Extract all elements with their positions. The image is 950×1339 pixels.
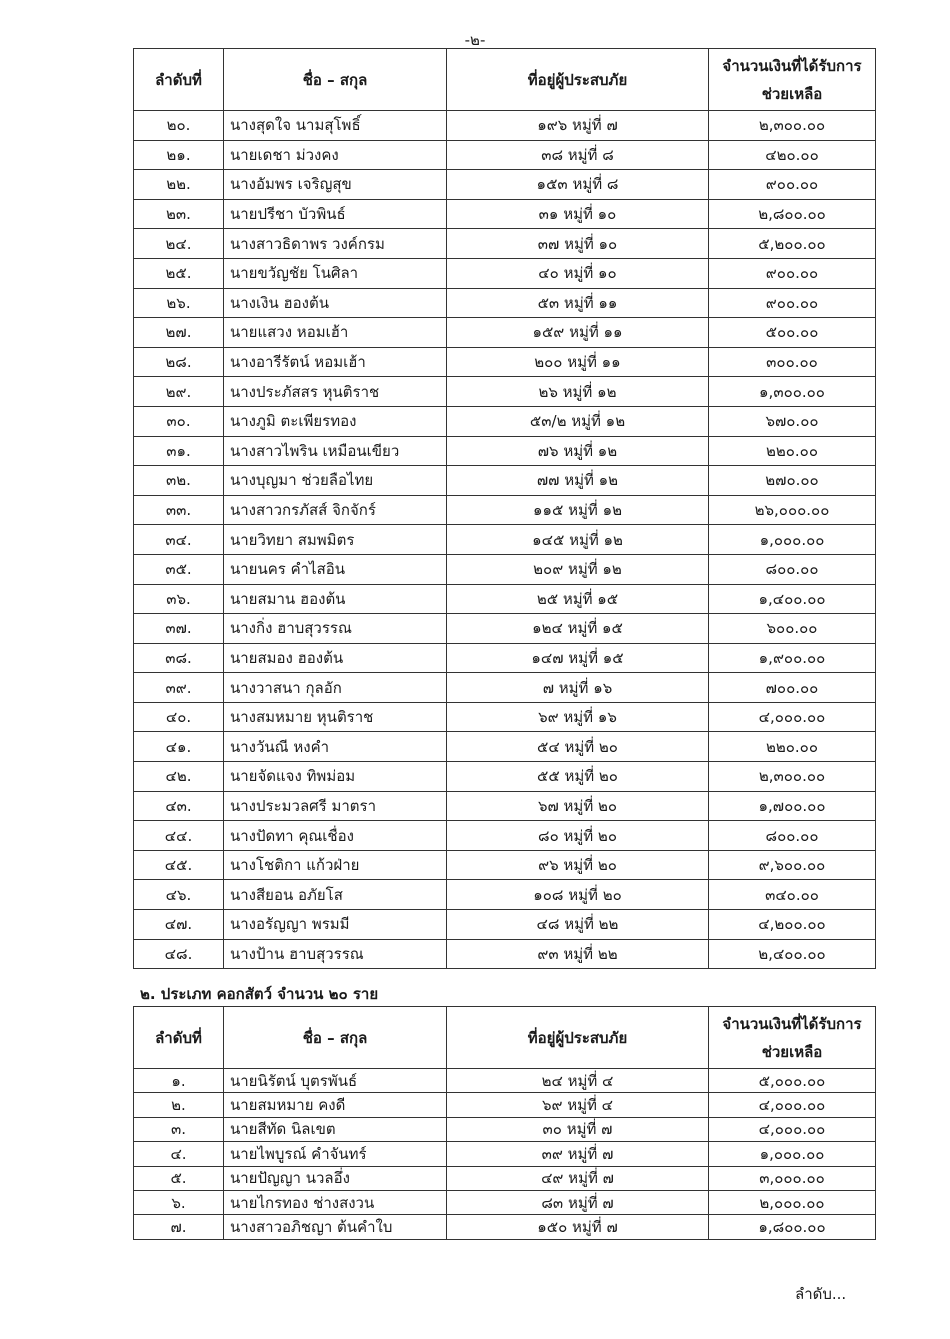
cell-amount: ๖๐๐.๐๐ [709,614,876,644]
cell-no: ๓๗. [134,614,224,644]
cell-address: ๖๙ หมู่ที่ ๔ [447,1093,709,1117]
header-no: ลำดับที่ [134,49,224,111]
cell-address: ๕๔ หมู่ที่ ๒๐ [447,732,709,762]
cell-address: ๕๓ หมู่ที่ ๑๑ [447,288,709,318]
table-row [134,436,876,466]
cell-no: ๔๘. [134,939,224,969]
table-row [134,584,876,614]
cell-address: ๑๒๔ หมู่ที่ ๑๕ [447,614,709,644]
cell-amount: ๔,๐๐๐.๐๐ [709,1093,876,1117]
cell-address: ๓๙ หมู่ที่ ๗ [447,1142,709,1166]
cell-address: ๕๓/๒ หมู่ที่ ๑๒ [447,406,709,436]
cell-no: ๔๐. [134,702,224,732]
cell-amount: ๔,๐๐๐.๐๐ [709,1117,876,1141]
cell-address: ๗๖ หมู่ที่ ๑๒ [447,436,709,466]
cell-amount: ๑,๐๐๐.๐๐ [709,525,876,555]
cell-address: ๑๕๙ หมู่ที่ ๑๑ [447,318,709,348]
cell-no: ๗. [134,1215,224,1239]
cell-no: ๑. [134,1069,224,1093]
cell-amount: ๒,๔๐๐.๐๐ [709,939,876,969]
cell-name: นางสุดใจ นามสุโพธิ์ [224,111,447,141]
cell-amount: ๔,๐๐๐.๐๐ [709,702,876,732]
table-row [134,910,876,940]
cell-address: ๖๙ หมู่ที่ ๑๖ [447,702,709,732]
cell-address: ๓๑ หมู่ที่ ๑๐ [447,199,709,229]
cell-address: ๓๘ หมู่ที่ ๘ [447,140,709,170]
table-row [134,1142,876,1166]
table-row [134,170,876,200]
cell-amount: ๒,๓๐๐.๐๐ [709,111,876,141]
cell-name: นางภูมิ ตะเพียรทอง [224,406,447,436]
cell-no: ๒๓. [134,199,224,229]
table-row [134,1069,876,1093]
table-row [134,762,876,792]
cell-address: ๑๐๘ หมู่ที่ ๒๐ [447,880,709,910]
cell-no: ๔๕. [134,850,224,880]
cell-address: ๓๗ หมู่ที่ ๑๐ [447,229,709,259]
table-row [134,1215,876,1239]
relief-table-2 [133,1006,876,1240]
cell-no: ๒๐. [134,111,224,141]
table-row [134,1190,876,1214]
cell-name: นางป้าน ฮาบสุวรรณ [224,939,447,969]
cell-name: นางประมวลศรี มาตรา [224,791,447,821]
table-row [134,258,876,288]
table-row [134,850,876,880]
cell-no: ๔. [134,1142,224,1166]
cell-address: ๑๙๖ หมู่ที่ ๗ [447,111,709,141]
cell-address: ๑๔๗ หมู่ที่ ๑๕ [447,643,709,673]
cell-amount: ๑,๙๐๐.๐๐ [709,643,876,673]
table-row [134,732,876,762]
cell-name: นายสีทัด นิลเขต [224,1117,447,1141]
cell-no: ๓๖. [134,584,224,614]
cell-no: ๒๙. [134,377,224,407]
cell-amount: ๒๒๐.๐๐ [709,436,876,466]
cell-amount: ๑,๓๐๐.๐๐ [709,377,876,407]
table-row [134,1093,876,1117]
table-header-row [134,49,876,111]
cell-name: นายไพบูรณ์ คำจันทร์ [224,1142,447,1166]
table-row [134,614,876,644]
cell-amount: ๔,๒๐๐.๐๐ [709,910,876,940]
cell-no: ๓๐. [134,406,224,436]
cell-address: ๖๗ หมู่ที่ ๒๐ [447,791,709,821]
header-address: ที่อยู่ผู้ประสบภัย [447,1007,709,1069]
cell-address: ๒๖ หมู่ที่ ๑๒ [447,377,709,407]
cell-no: ๓๘. [134,643,224,673]
cell-name: นายเดชา ม่วงคง [224,140,447,170]
cell-name: นายปัญญา นวลอึ่ง [224,1166,447,1190]
cell-name: นายนิรัตน์ บุตรพันธ์ [224,1069,447,1093]
cell-no: ๒๘. [134,347,224,377]
cell-amount: ๒๗๐.๐๐ [709,466,876,496]
cell-name: นางอัมพร เจริญสุข [224,170,447,200]
table-row [134,466,876,496]
cell-address: ๒๐๙ หมู่ที่ ๑๒ [447,554,709,584]
table-row [134,318,876,348]
cell-name: นางวันณี หงคำ [224,732,447,762]
cell-no: ๓๔. [134,525,224,555]
cell-address: ๘๐ หมู่ที่ ๒๐ [447,821,709,851]
header-name: ชื่อ – สกุล [224,49,447,111]
table-row [134,673,876,703]
cell-no: ๔๑. [134,732,224,762]
cell-address: ๑๑๕ หมู่ที่ ๑๒ [447,495,709,525]
cell-name: นายวิทยา สมพมิตร [224,525,447,555]
cell-amount: ๖๗๐.๐๐ [709,406,876,436]
cell-address: ๘๓ หมู่ที่ ๗ [447,1190,709,1214]
table-header-row [134,1007,876,1069]
cell-address: ๑๔๕ หมู่ที่ ๑๒ [447,525,709,555]
cell-amount: ๒๒๐.๐๐ [709,732,876,762]
table-row [134,1117,876,1141]
cell-name: นางกิ่ง ฮาบสุวรรณ [224,614,447,644]
cell-name: นางสาวกรภัสส์ จิกจักร์ [224,495,447,525]
table-row [134,111,876,141]
cell-address: ๑๕๐ หมู่ที่ ๗ [447,1215,709,1239]
cell-no: ๓๙. [134,673,224,703]
cell-address: ๑๕๓ หมู่ที่ ๘ [447,170,709,200]
cell-no: ๒๑. [134,140,224,170]
table-row [134,880,876,910]
cell-address: ๓๐ หมู่ที่ ๗ [447,1117,709,1141]
cell-address: ๕๕ หมู่ที่ ๒๐ [447,762,709,792]
cell-address: ๗๗ หมู่ที่ ๑๒ [447,466,709,496]
cell-name: นางประภัสสร หุนติราช [224,377,447,407]
cell-address: ๒๔ หมู่ที่ ๔ [447,1069,709,1093]
cell-amount: ๙๐๐.๐๐ [709,288,876,318]
cell-no: ๒๔. [134,229,224,259]
cell-amount: ๒,๘๐๐.๐๐ [709,199,876,229]
cell-name: นางสียอน อภัยโส [224,880,447,910]
table-row [134,1166,876,1190]
cell-name: นางโชติกา แก้วฝ่าย [224,850,447,880]
table-row [134,939,876,969]
cell-amount: ๓๔๐.๐๐ [709,880,876,910]
cell-name: นางสมหมาย หุนติราช [224,702,447,732]
cell-amount: ๕๐๐.๐๐ [709,318,876,348]
cell-name: นายนคร คำไสอิน [224,554,447,584]
cell-no: ๓๓. [134,495,224,525]
cell-address: ๒๐๐ หมู่ที่ ๑๑ [447,347,709,377]
cell-no: ๓๕. [134,554,224,584]
cell-address: ๙๖ หมู่ที่ ๒๐ [447,850,709,880]
cell-address: ๒๕ หมู่ที่ ๑๕ [447,584,709,614]
cell-amount: ๕,๐๐๐.๐๐ [709,1069,876,1093]
cell-amount: ๑,๗๐๐.๐๐ [709,791,876,821]
cell-name: นายขวัญชัย โนศิลา [224,258,447,288]
table-row [134,229,876,259]
cell-no: ๖. [134,1190,224,1214]
cell-name: นางสาวธิดาพร วงค์กรม [224,229,447,259]
cell-no: ๒๗. [134,318,224,348]
header-amount: จำนวนเงินที่ได้รับการช่วยเหลือ [709,1007,876,1069]
cell-name: นายจัดแจง ทิพม่อม [224,762,447,792]
cell-amount: ๓,๐๐๐.๐๐ [709,1166,876,1190]
cell-amount: ๒,๐๐๐.๐๐ [709,1190,876,1214]
header-amount: จำนวนเงินที่ได้รับการช่วยเหลือ [709,49,876,111]
cell-amount: ๓๐๐.๐๐ [709,347,876,377]
cell-amount: ๗๐๐.๐๐ [709,673,876,703]
cell-amount: ๒๖,๐๐๐.๐๐ [709,495,876,525]
table-row [134,288,876,318]
cell-no: ๓. [134,1117,224,1141]
cell-amount: ๕,๒๐๐.๐๐ [709,229,876,259]
cell-name: นางสาวไพริน เหมือนเขียว [224,436,447,466]
cell-no: ๔๓. [134,791,224,821]
cell-name: นางสาวอภิชญา ต้นคำใบ [224,1215,447,1239]
cell-name: นางวาสนา กุลอัก [224,673,447,703]
cell-address: ๔๐ หมู่ที่ ๑๐ [447,258,709,288]
cell-amount: ๙,๖๐๐.๐๐ [709,850,876,880]
cell-name: นายไกรทอง ช่างสงวน [224,1190,447,1214]
table-row [134,495,876,525]
cell-no: ๒. [134,1093,224,1117]
page-number: -๒- [464,31,486,49]
cell-no: ๔๒. [134,762,224,792]
table-row [134,643,876,673]
cell-address: ๔๙ หมู่ที่ ๗ [447,1166,709,1190]
cell-address: ๔๘ หมู่ที่ ๒๒ [447,910,709,940]
cell-amount: ๔๒๐.๐๐ [709,140,876,170]
cell-no: ๒๕. [134,258,224,288]
cell-address: ๙๓ หมู่ที่ ๒๒ [447,939,709,969]
cell-no: ๓๒. [134,466,224,496]
cell-no: ๔๔. [134,821,224,851]
table-row [134,140,876,170]
cell-name: นายสมาน ฮองต้น [224,584,447,614]
header-address: ที่อยู่ผู้ประสบภัย [447,49,709,111]
cell-no: ๕. [134,1166,224,1190]
table-row [134,821,876,851]
cell-address: ๗ หมู่ที่ ๑๖ [447,673,709,703]
cell-amount: ๒,๓๐๐.๐๐ [709,762,876,792]
cell-name: นายสมอง ฮองต้น [224,643,447,673]
cell-name: นางปัดทา คุณเชื่อง [224,821,447,851]
cell-name: นางเงิน ฮองต้น [224,288,447,318]
cell-amount: ๘๐๐.๐๐ [709,821,876,851]
cell-name: นางบุญมา ช่วยลือไทย [224,466,447,496]
table-row [134,406,876,436]
cell-amount: ๑,๔๐๐.๐๐ [709,584,876,614]
table-row [134,791,876,821]
cell-no: ๒๒. [134,170,224,200]
cell-amount: ๑,๐๐๐.๐๐ [709,1142,876,1166]
cell-name: นายแสวง หอมเฮ้า [224,318,447,348]
table-row [134,554,876,584]
cell-amount: ๙๐๐.๐๐ [709,258,876,288]
header-name: ชื่อ – สกุล [224,1007,447,1069]
cell-amount: ๙๐๐.๐๐ [709,170,876,200]
cell-name: นายสมหมาย คงดี [224,1093,447,1117]
relief-table-1 [133,48,876,969]
cell-no: ๔๗. [134,910,224,940]
cell-name: นางอรัญญา พรมมี [224,910,447,940]
table-row [134,377,876,407]
header-no: ลำดับที่ [134,1007,224,1069]
section-2-title: ๒. ประเภท คอกสัตว์ จำนวน ๒๐ ราย [140,985,379,1003]
table-row [134,199,876,229]
cell-name: นางอารีรัตน์ หอมเฮ้า [224,347,447,377]
table-row [134,702,876,732]
cell-name: นายปรีชา บัวพินธ์ [224,199,447,229]
cell-amount: ๘๐๐.๐๐ [709,554,876,584]
cell-no: ๒๖. [134,288,224,318]
table-row [134,347,876,377]
continuation-note: ลำดับ... [795,1285,847,1303]
cell-no: ๔๖. [134,880,224,910]
table-row [134,525,876,555]
cell-no: ๓๑. [134,436,224,466]
cell-amount: ๑,๘๐๐.๐๐ [709,1215,876,1239]
